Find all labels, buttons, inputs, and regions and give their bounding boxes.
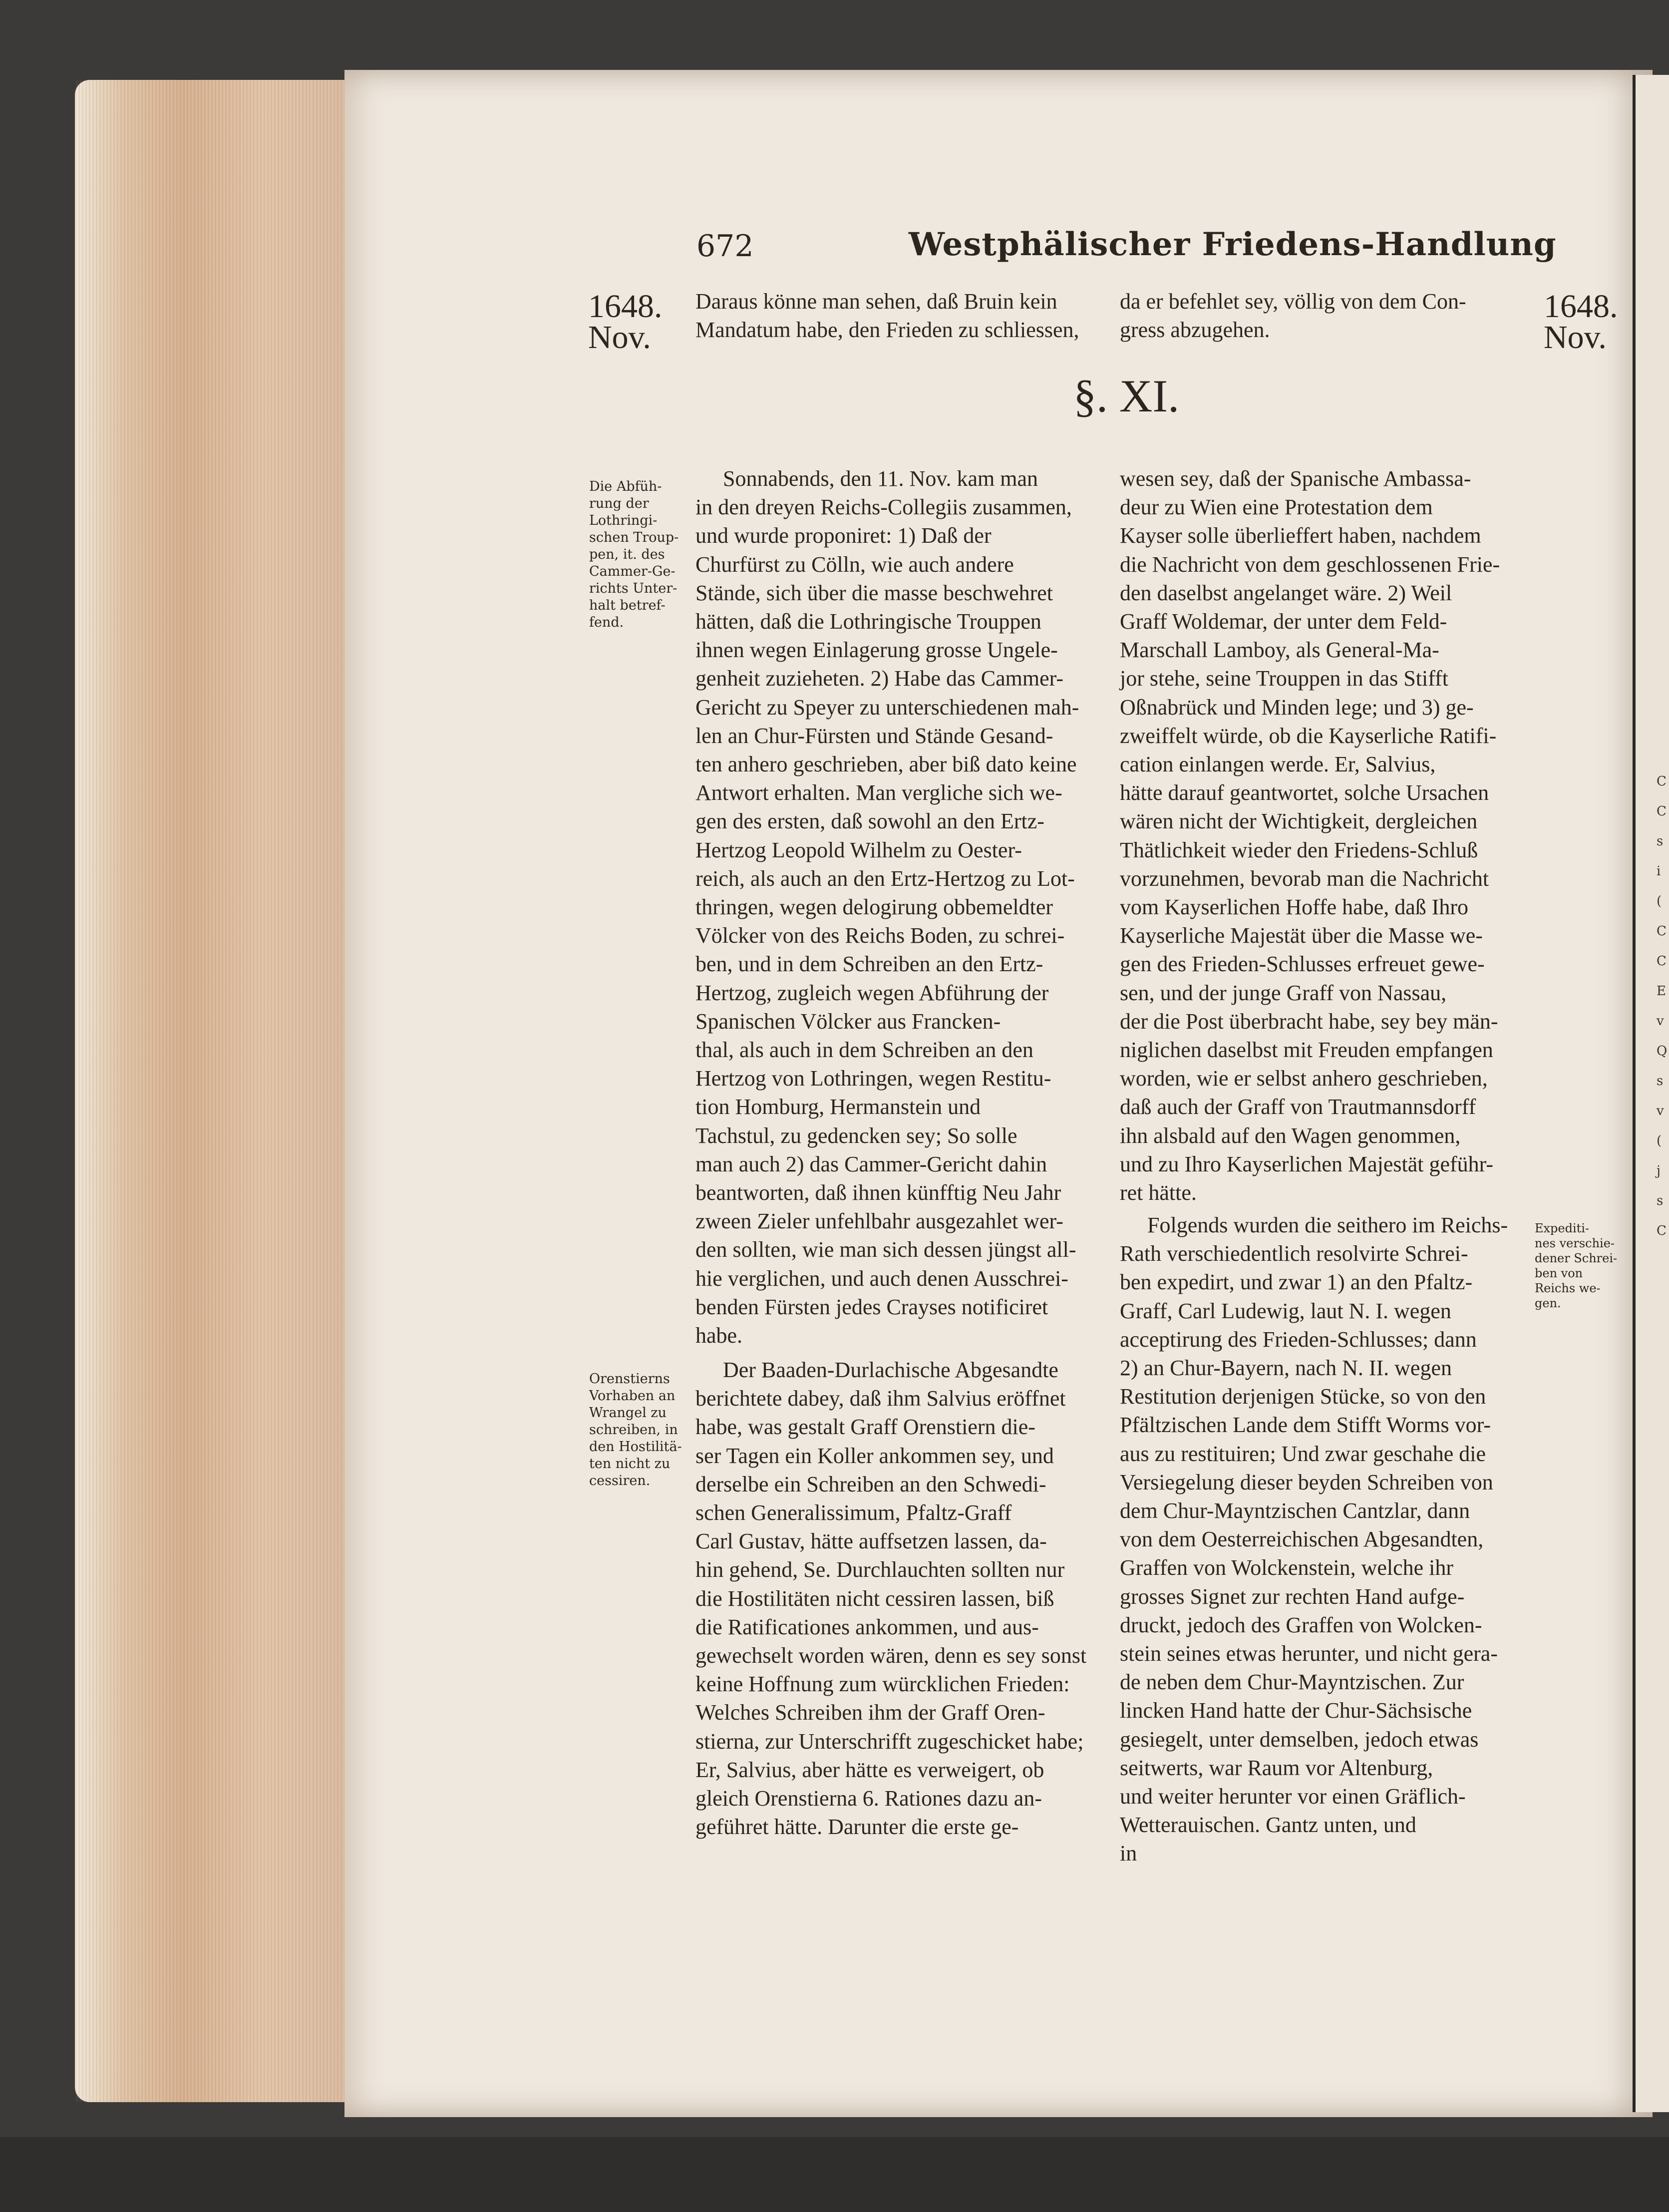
margin-note-line: Die Abfüh- <box>589 479 662 494</box>
text-line: man auch 2) das Cammer-Gericht dahin <box>695 1151 1047 1176</box>
scan-background-strip <box>0 2137 1669 2212</box>
text-line: die Hostilitäten nicht cessiren lassen, biß <box>695 1586 1054 1611</box>
edge-letter: j <box>1657 1163 1661 1178</box>
month-left: Nov. <box>588 319 651 356</box>
text-line: Er, Salvius, aber hätte es verweigert, ob <box>695 1757 1044 1782</box>
edge-letter: E <box>1657 984 1666 999</box>
text-line: stein seines etwas herunter, und nicht gera- <box>1120 1641 1498 1666</box>
text-line: der die Post überbracht habe, sey bey män- <box>1120 1009 1498 1034</box>
running-title: Westphälischer Friedens-Handlung <box>909 226 1557 263</box>
edge-letter: ( <box>1657 894 1662 909</box>
text-line: reich, als auch an den Ertz-Hertzog zu Lot- <box>695 866 1075 891</box>
edge-letter: C <box>1657 954 1667 969</box>
text-line: ret hätte. <box>1120 1180 1197 1205</box>
left-para-1 <box>695 464 1092 1350</box>
edge-letter: v <box>1657 1104 1664 1118</box>
text-line: Hertzog Leopold Wilhelm zu Oester- <box>695 837 1022 862</box>
text-line: Sonnabends, den 11. Nov. kam man <box>723 466 1038 491</box>
edge-letter: s <box>1657 834 1664 849</box>
intro-left <box>695 287 1092 344</box>
text-line: Völcker von des Reichs Boden, zu schrei- <box>695 923 1065 948</box>
text-line: Der Baaden-Durlachische Abgesandte <box>723 1358 1058 1382</box>
text-line: Kayserliche Majestät über die Masse we- <box>1120 923 1483 948</box>
edge-letter: i <box>1657 864 1661 879</box>
margin-note-orenstierna <box>589 1371 694 1489</box>
text-line: ihn alsbald auf den Wagen genommen, <box>1120 1123 1461 1148</box>
right-para-2 <box>1120 1211 1536 1868</box>
margin-note-line: ten nicht zu <box>589 1456 670 1472</box>
text-line: da er befehlet sey, völlig von dem Con- <box>1120 289 1466 314</box>
text-line: gesiegelt, unter demselben, jedoch etwas <box>1120 1727 1479 1752</box>
text-line: in <box>1120 1841 1137 1866</box>
text-line: Welches Schreiben ihm der Graff Oren- <box>695 1700 1045 1725</box>
text-line: len an Chur-Fürsten und Stände Gesand- <box>695 723 1053 748</box>
margin-note-line: Lothringi- <box>589 513 658 528</box>
year-left: 1648. <box>588 288 663 325</box>
edge-letter: C <box>1657 1223 1667 1238</box>
text-line: 2) an Chur-Bayern, nach N. II. wegen <box>1120 1356 1452 1381</box>
text-line: sen, und der junge Graff von Nassau, <box>1120 980 1447 1005</box>
text-line: wären nicht der Wichtigkeit, dergleichen <box>1120 809 1478 834</box>
text-line: Graffen von Wolckenstein, welche ihr <box>1120 1555 1454 1580</box>
margin-note-expeditiones <box>1535 1221 1618 1311</box>
margin-note-line: nes verschie- <box>1535 1236 1615 1250</box>
next-page-edge <box>1633 75 1669 2112</box>
text-line: daß auch der Graff von Trautmannsdorff <box>1120 1095 1476 1119</box>
text-line: ser Tagen ein Koller ankommen sey, und <box>695 1443 1054 1468</box>
text-line: jor stehe, seine Trouppen in das Stifft <box>1120 666 1448 691</box>
text-line: Graff, Carl Ludewig, laut N. I. wegen <box>1120 1298 1451 1323</box>
text-line: tion Homburg, Hermanstein und <box>695 1095 981 1119</box>
edge-letter: C <box>1657 924 1667 939</box>
text-line: ten anhero geschrieben, aber biß dato keine <box>695 752 1077 777</box>
text-line: niglichen daselbst mit Freuden empfangen <box>1120 1038 1493 1063</box>
margin-note-line: schreiben, in <box>589 1422 678 1438</box>
margin-note-line: Wrangel zu <box>589 1405 667 1421</box>
text-line: von dem Oesterreichischen Abgesandten, <box>1120 1527 1484 1552</box>
margin-note-line: Reichs we- <box>1535 1281 1601 1295</box>
text-line: Mandatum habe, den Frieden zu schliessen, <box>695 318 1079 343</box>
edge-letter: ( <box>1657 1133 1662 1148</box>
text-line: gress abzugehen. <box>1120 318 1270 343</box>
edge-letter: s <box>1657 1074 1664 1089</box>
text-line: wesen sey, daß der Spanische Ambassa- <box>1120 466 1471 491</box>
margin-note-line: Expediti- <box>1535 1221 1590 1235</box>
text-line: Rath verschiedentlich resolvirte Schrei- <box>1120 1241 1468 1266</box>
text-line: deur zu Wien eine Protestation dem <box>1120 495 1433 520</box>
margin-note-line: richts Unter- <box>589 581 677 596</box>
text-line: gen des ersten, daß sowohl an den Ertz- <box>695 809 1044 834</box>
year-marker-right <box>1544 288 1618 356</box>
text-line: keine Hoffnung zum würcklichen Frieden: <box>695 1672 1070 1697</box>
text-line: lincken Hand hatte der Chur-Sächsische <box>1120 1698 1472 1723</box>
text-line: Folgends wurden die seithero im Reichs- <box>1147 1213 1508 1237</box>
text-line: habe, was gestalt Graff Orenstiern die- <box>695 1415 1035 1440</box>
text-line: hin gehend, Se. Durchlauchten sollten nur <box>695 1557 1065 1582</box>
margin-note-line: gen. <box>1535 1296 1561 1310</box>
text-line: berichtete dabey, daß ihm Salvius eröffnet <box>695 1386 1066 1411</box>
text-line: acceptirung des Frieden-Schlusses; dann <box>1120 1327 1477 1352</box>
text-line: hätten, daß die Lothringische Trouppen <box>695 609 1041 634</box>
text-line: zween Zieler unfehlbahr ausgezahlet wer- <box>695 1209 1063 1234</box>
book-page-edges <box>75 80 344 2102</box>
text-line: habe. <box>695 1323 743 1348</box>
text-line: Gericht zu Speyer zu unterschiedenen mah- <box>695 695 1079 720</box>
edge-letter: Q <box>1657 1044 1668 1059</box>
text-line: und weiter herunter vor einen Gräflich- <box>1120 1784 1466 1809</box>
text-line: den sollten, wie man sich dessen jüngst all- <box>695 1237 1076 1262</box>
text-line: Graff Woldemar, der unter dem Feld- <box>1120 609 1447 634</box>
margin-note-line: cessiren. <box>589 1473 651 1488</box>
text-line: Restitution derjenigen Stücke, so von den <box>1120 1384 1486 1409</box>
text-line: stierna, zur Unterschrifft zugeschicket habe; <box>695 1729 1084 1754</box>
text-line: Hertzog von Lothringen, wegen Restitu- <box>695 1066 1051 1091</box>
text-line: genheit zuzieheten. 2) Habe das Cammer- <box>695 666 1064 691</box>
text-line: gewechselt worden wären, denn es sey sonst <box>695 1643 1087 1668</box>
margin-note-line: halt betref- <box>589 598 666 613</box>
text-line: Antwort erhalten. Man vergliche sich we- <box>695 780 1062 805</box>
text-line: geführet hätte. Darunter die erste ge- <box>695 1815 1019 1840</box>
text-line: Daraus könne man sehen, daß Bruin kein <box>695 289 1057 314</box>
text-line: schen Generalissimum, Pfaltz-Graff <box>695 1500 1012 1525</box>
text-line: beantworten, daß ihnen künfftig Neu Jahr <box>695 1180 1061 1205</box>
right-para-1 <box>1120 464 1536 1207</box>
edge-letter: C <box>1657 774 1667 789</box>
text-line: Marschall Lamboy, als General-Ma- <box>1120 638 1439 663</box>
year-right: 1648. <box>1544 288 1618 325</box>
text-line: und zu Ihro Kayserlichen Majestät geführ- <box>1120 1151 1494 1176</box>
text-line: Hertzog, zugleich wegen Abführung der <box>695 980 1049 1005</box>
margin-note-lothringen <box>589 478 694 631</box>
text-line: hätte darauf geantwortet, solche Ursachen <box>1120 780 1489 805</box>
margin-note-line: fend. <box>589 615 624 630</box>
text-line: gleich Orenstierna 6. Rationes dazu an- <box>695 1786 1042 1811</box>
text-line: worden, wie er selbst anhero geschrieben, <box>1120 1066 1488 1091</box>
text-line: benden Fürsten jedes Crayses notificiret <box>695 1294 1048 1319</box>
text-line: Churfürst zu Cölln, wie auch andere <box>695 552 1014 577</box>
margin-note-line: Vorhaben an <box>589 1388 675 1404</box>
text-line: Stände, sich über die masse beschwehret <box>695 580 1053 605</box>
text-line: Oßnabrück und Minden lege; und 3) ge- <box>1120 695 1474 720</box>
text-line: vom Kayserlichen Hoffe habe, daß Ihro <box>1120 895 1469 920</box>
margin-note-line: ben von <box>1535 1266 1583 1280</box>
text-line: dem Chur-Mayntzischen Cantzlar, dann <box>1120 1498 1470 1523</box>
text-line: grosses Signet zur rechten Hand aufge- <box>1120 1584 1465 1609</box>
text-line: druckt, jedoch des Graffen von Wolcken- <box>1120 1612 1482 1637</box>
text-line: seitwerts, war Raum vor Altenburg, <box>1120 1755 1433 1780</box>
text-line: hie verglichen, und auch denen Ausschrei- <box>695 1266 1068 1291</box>
text-line: ben, und in dem Schreiben an den Ertz- <box>695 952 1043 977</box>
intro-right <box>1120 287 1536 344</box>
text-line: Tachstul, zu gedencken sey; So solle <box>695 1123 1017 1148</box>
text-line: in den dreyen Reichs-Collegiis zusammen, <box>695 495 1072 520</box>
text-line: zweiffelt würde, ob die Kayserliche Ratifi- <box>1120 723 1497 748</box>
margin-note-line: rung der <box>589 496 649 511</box>
section-heading: §. XI. <box>1073 370 1180 421</box>
edge-letter: v <box>1657 1014 1664 1029</box>
text-line: derselbe ein Schreiben an den Schwedi- <box>695 1472 1046 1496</box>
year-marker-left <box>588 288 663 356</box>
text-line: Thätlichkeit wieder den Friedens-Schluß <box>1120 837 1478 862</box>
margin-note-line: den Hostilitä- <box>589 1439 682 1455</box>
margin-note-line: schen Troup- <box>589 530 679 545</box>
text-line: gen des Frieden-Schlusses erfreuet gewe- <box>1120 952 1485 977</box>
text-line: de neben dem Chur-Mayntzischen. Zur <box>1120 1670 1464 1695</box>
text-line: aus zu restituiren; Und zwar geschahe die <box>1120 1441 1486 1466</box>
text-line: Spanischen Völcker aus Francken- <box>695 1009 1001 1034</box>
text-line: ihnen wegen Einlagerung grosse Ungele- <box>695 638 1058 663</box>
page-number: 672 <box>696 229 754 264</box>
text-line: Versiegelung dieser beyden Schreiben von <box>1120 1470 1493 1494</box>
margin-note-line: pen, it. des <box>589 547 665 562</box>
text-line: die Ratificationes ankommen, und aus- <box>695 1614 1039 1639</box>
text-line: thringen, wegen delogirung obbemeldter <box>695 895 1053 920</box>
text-line: Carl Gustav, hätte auffsetzen lassen, da- <box>695 1529 1047 1554</box>
margin-note-line: dener Schrei- <box>1535 1251 1618 1265</box>
text-line: den daselbst angelanget wäre. 2) Weil <box>1120 580 1452 605</box>
text-line: Kayser solle überlieffert haben, nachdem <box>1120 523 1481 548</box>
month-right: Nov. <box>1544 319 1607 356</box>
text-line: Pfältzischen Lande dem Stifft Worms vor- <box>1120 1413 1491 1438</box>
text-line: vorzunehmen, bevorab man die Nachricht <box>1120 866 1489 891</box>
text-line: Wetterauischen. Gantz unten, und <box>1120 1813 1416 1838</box>
text-line: ben expedirt, und zwar 1) an den Pfaltz- <box>1120 1270 1473 1295</box>
margin-note-line: Orenstierns <box>589 1371 670 1387</box>
text-line: die Nachricht von dem geschlossenen Frie- <box>1120 552 1500 577</box>
margin-note-line: Cammer-Ge- <box>589 564 675 579</box>
edge-letter: s <box>1657 1193 1664 1208</box>
text-line: und wurde proponiret: 1) Daß der <box>695 523 992 548</box>
left-para-2 <box>695 1356 1092 1841</box>
edge-letter: C <box>1657 804 1667 819</box>
text-line: cation einlangen werde. Er, Salvius, <box>1120 752 1436 777</box>
text-line: thal, als auch in dem Schreiben an den <box>695 1038 1033 1063</box>
